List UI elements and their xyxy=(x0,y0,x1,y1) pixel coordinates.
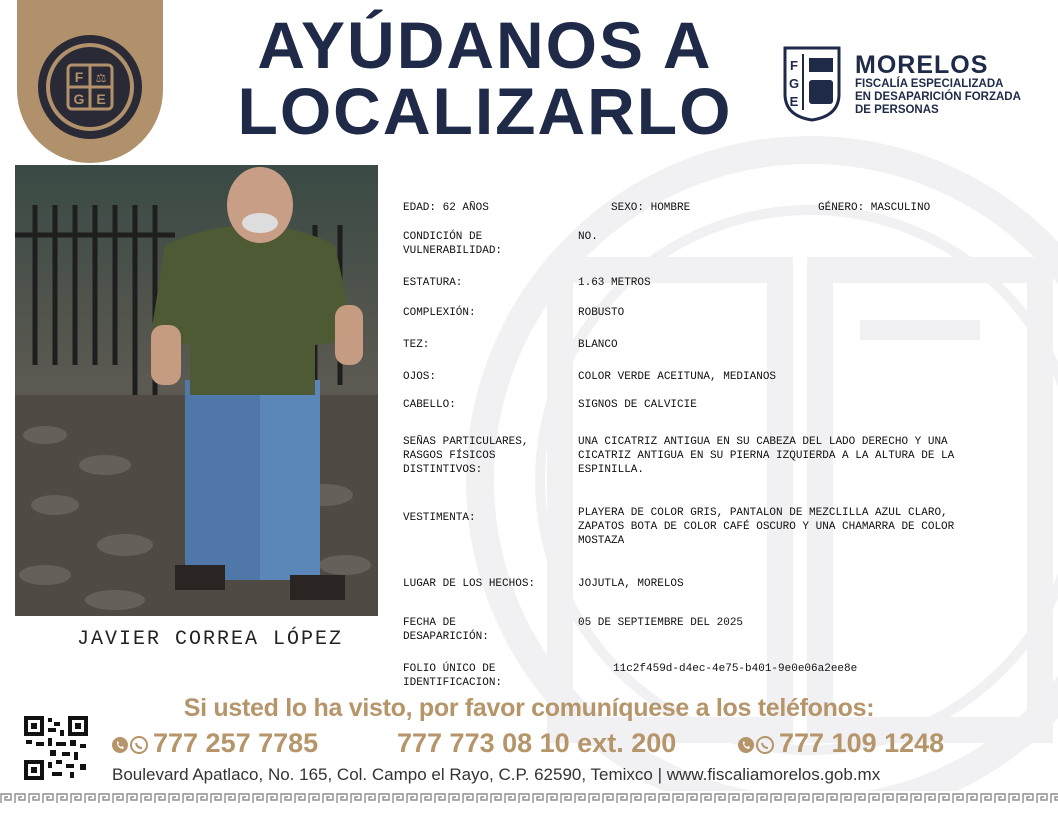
phone-1[interactable] xyxy=(111,728,318,759)
location-value: JOJUTLA, MORELOS xyxy=(578,578,684,590)
vulnerability-value: NO. xyxy=(578,231,598,243)
phone-1-number: 777 257 7785 xyxy=(153,728,319,758)
eyes-value: COLOR VERDE ACEITUNA, MEDIANOS xyxy=(578,371,777,383)
vulnerability-label: CONDICIÓN DE VULNERABILIDAD: xyxy=(403,231,503,257)
call-to-action: Si usted lo ha visto, por favor comuníquese a los teléfonos: xyxy=(183,694,875,722)
logo-initial-e: E xyxy=(789,94,799,109)
sex-field: SEXO: HOMBRE xyxy=(611,202,691,214)
logo-initial-f: F xyxy=(790,58,798,73)
eyes-label: OJOS: xyxy=(403,371,437,383)
skin-label: TEZ: xyxy=(403,339,430,351)
marks-value: UNA CICATRIZ ANTIGUA EN SU CABEZA DEL LADO DERECHO Y UNA CICATRIZ ANTIGUA EN SU PIERNA IZQUIERDA A LA ALTURA DE LA ESPINILLA. xyxy=(578,436,955,476)
org-sub-2: EN DESAPARICIÓN FORZADA xyxy=(855,91,1021,103)
qr-code[interactable] xyxy=(24,716,88,780)
gender-field: GÉNERO: MASCULINO xyxy=(818,202,931,214)
phone-2-number: 777 773 08 10 ext. 200 xyxy=(397,728,677,758)
fge-seal-logo xyxy=(30,32,150,142)
marks-label: SEÑAS PARTICULARES, RASGOS FÍSICOS DISTINTIVOS: xyxy=(403,436,529,476)
scales-icon: ⚖ xyxy=(95,71,107,85)
date-value: 05 DE SEPTIEMBRE DEL 2025 xyxy=(578,617,744,629)
fge-morelos-logo xyxy=(781,44,843,122)
headline-line-1: AYÚDANOS A xyxy=(257,8,713,82)
date-label: FECHA DE DESAPARICIÓN: xyxy=(403,617,489,643)
hair-label: CABELLO: xyxy=(403,399,456,411)
clothing-value: PLAYERA DE COLOR GRIS, PANTALON DE MEZCLILLA AZUL CLARO, ZAPATOS BOTA DE COLOR CAFÉ OSCURO Y UNA CHAMARRA DE COLOR MOSTAZA xyxy=(578,507,955,547)
org-name xyxy=(855,52,1021,117)
phone-2[interactable] xyxy=(397,728,676,759)
location-label: LUGAR DE LOS HECHOS: xyxy=(403,578,536,590)
headline-line-2: LOCALIZARLO xyxy=(237,74,733,148)
phone-whatsapp-icons xyxy=(737,735,775,755)
decorative-border xyxy=(0,791,1058,805)
fge-badge xyxy=(17,0,163,163)
logo-initial-g: G xyxy=(788,76,800,91)
build-value: ROBUSTO xyxy=(578,307,625,319)
phone-whatsapp-icons xyxy=(111,735,149,755)
phone-3-number: 777 109 1248 xyxy=(779,728,945,758)
address: Boulevard Apatlaco, No. 165, Col. Campo el Rayo, C.P. 62590, Temixco | www.fiscaliamorelos.gob.mx xyxy=(112,765,881,784)
height-label: ESTATURA: xyxy=(403,277,463,289)
org-sub-3: DE PERSONAS xyxy=(855,104,939,116)
badge-initial-g: G xyxy=(73,91,85,107)
clothing-label: VESTIMENTA: xyxy=(403,512,476,524)
headline xyxy=(200,8,770,148)
build-label: COMPLEXIÓN: xyxy=(403,307,476,319)
folio-label: FOLIO ÚNICO DE IDENTIFICACION: xyxy=(403,663,503,689)
badge-initial-e: E xyxy=(96,91,106,107)
person-name: JAVIER CORREA LÓPEZ xyxy=(76,628,344,651)
badge-initial-f: F xyxy=(74,69,84,85)
org-sub-1: FISCALÍA ESPECIALIZADA xyxy=(855,78,1004,90)
org-title: MORELOS xyxy=(855,51,989,79)
missing-person-photo xyxy=(15,165,378,616)
hair-value: SIGNOS DE CALVICIE xyxy=(578,399,697,411)
skin-value: BLANCO xyxy=(578,339,618,351)
phone-3[interactable] xyxy=(737,728,944,759)
folio-value: 11c2f459d-d4ec-4e75-b401-9e0e06a2ee8e xyxy=(613,663,858,675)
height-value: 1.63 METROS xyxy=(578,277,651,289)
age-field: EDAD: 62 AÑOS xyxy=(403,202,489,214)
